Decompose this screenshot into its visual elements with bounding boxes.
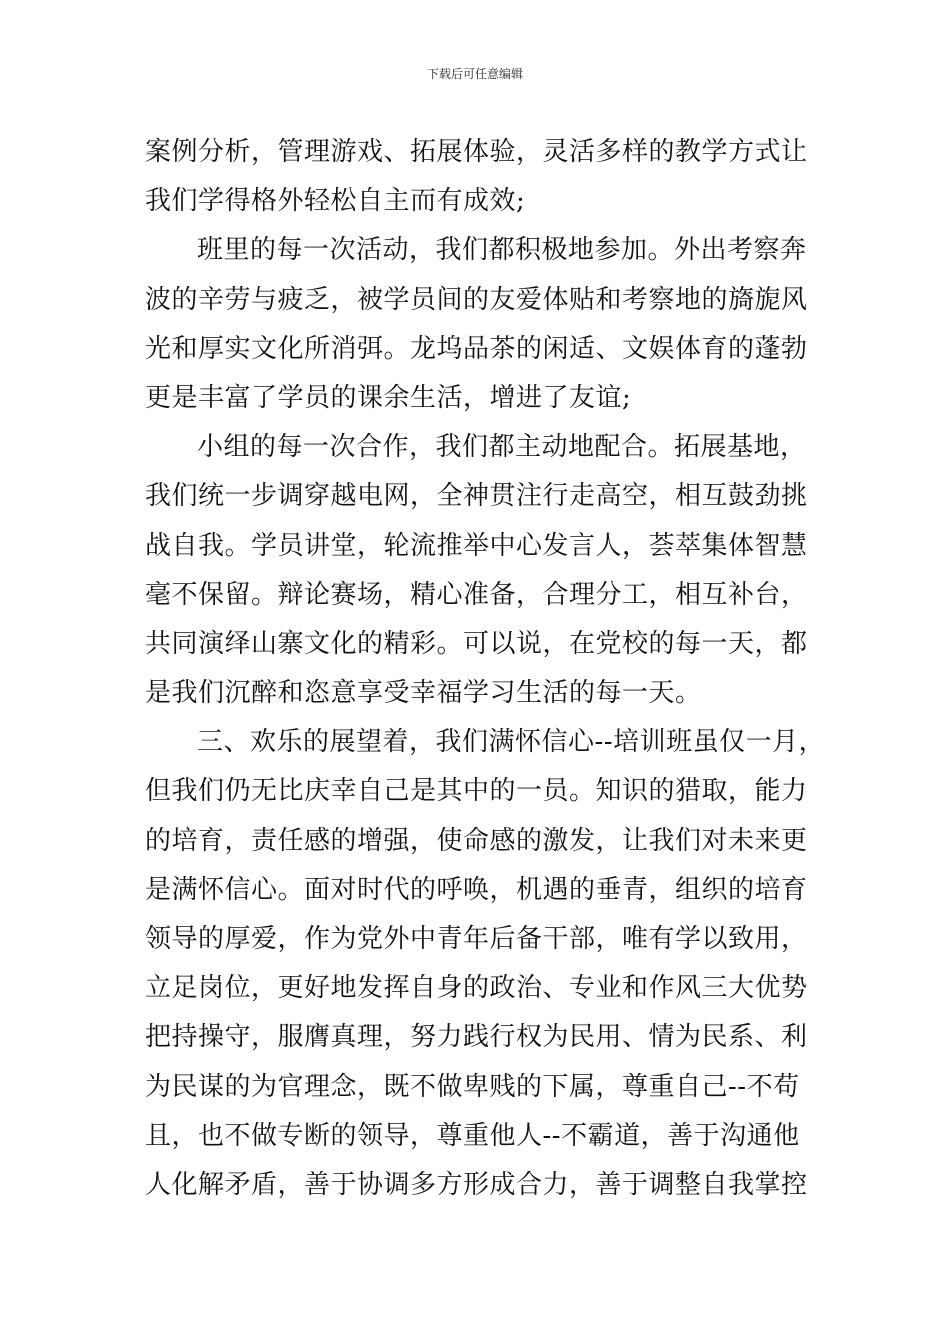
- text-line: 班里的每一次活动，我们都积极地参加。外出考察奔: [197, 235, 807, 266]
- text-line: 的培育，责任感的增强，使命感的激发，让我们对未来更: [145, 825, 808, 856]
- text-line: 光和厚实文化所消弭。龙坞品茶的闲适、文娱体育的蓬勃: [145, 333, 808, 364]
- text-line: 共同演绎山寨文化的精彩。可以说，在党校的每一天，都: [145, 628, 808, 659]
- text-line: 我们学得格外轻松自主而有成效;: [145, 186, 526, 217]
- text-line: 为民谋的为官理念，既不做卑贱的下属，尊重自己--不苟: [145, 1071, 800, 1102]
- text-line: 且，也不做专断的领导，尊重他人--不霸道，善于沟通他: [145, 1120, 800, 1151]
- text-line: 但我们仍无比庆幸自己是其中的一员。知识的猎取，能力: [145, 776, 808, 807]
- text-line: 毫不保留。辩论赛场，精心准备，合理分工，相互补台，: [145, 579, 808, 610]
- text-line: 人化解矛盾，善于协调多方形成合力，善于调整自我掌控: [145, 1169, 808, 1200]
- body-text: [145, 128, 826, 1210]
- page-header: 下载后可任意编辑: [426, 67, 523, 81]
- text-line: 把持操守，服膺真理，努力践行权为民用、情为民系、利: [145, 1022, 808, 1053]
- text-line: 更是丰富了学员的课余生活，增进了友谊;: [145, 382, 632, 413]
- text-line: 波的辛劳与疲乏，被学员间的友爱体贴和考察地的旖旎风: [145, 284, 808, 315]
- text-line: 小组的每一次合作，我们都主动地配合。拓展基地，: [197, 432, 807, 463]
- text-line: 是我们沉醉和恣意享受幸福学习生活的每一天。: [145, 678, 702, 709]
- text-line: 案例分析，管理游戏、拓展体验，灵活多样的教学方式让: [145, 137, 808, 167]
- text-line: 我们统一步调穿越电网，全神贯注行走高空，相互鼓劲挑: [145, 481, 808, 512]
- text-line: 领导的厚爱，作为党外中青年后备干部，唯有学以致用，: [145, 924, 808, 954]
- text-line: 是满怀信心。面对时代的呼唤，机遇的垂青，组织的培育: [145, 874, 808, 905]
- text-line: 立足岗位，更好地发挥自身的政治、专业和作风三大优势: [145, 973, 808, 1004]
- text-line: 战自我。学员讲堂，轮流推举中心发言人，荟萃集体智慧: [145, 530, 808, 561]
- text-line: 三、欢乐的展望着，我们满怀信心--培训班虽仅一月，: [197, 727, 826, 758]
